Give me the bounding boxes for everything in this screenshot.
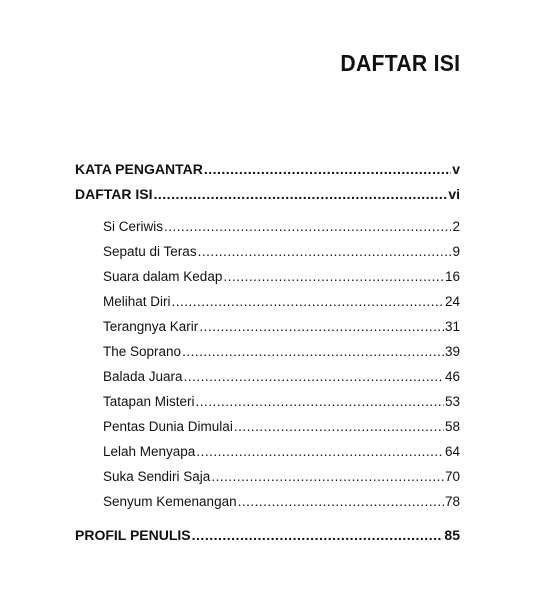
dot-leader [198,239,452,264]
toc-entry-page: 85 [444,527,460,543]
dot-leader [182,339,444,364]
toc-entry-lelah-menyapa [75,439,460,464]
toc-entry-label: Si Ceriwis [103,219,164,234]
toc-entry-page: 2 [452,219,460,234]
toc-entry-label: Balada Juara [103,369,183,384]
toc-entry-suara-dalam-kedap [75,264,460,289]
toc-entry-suka-sendiri-saja [75,464,460,489]
toc-entry-page: 64 [444,444,460,459]
toc-entry-page: 58 [444,419,460,434]
toc-entry-label: Melihat Diri [103,294,171,309]
toc-entry-label: KATA PENGANTAR [75,161,203,177]
toc-entry-page: 16 [444,269,460,284]
toc-entry-label: PROFIL PENULIS [75,527,191,543]
toc-entry-kata-pengantar [75,157,460,182]
dot-leader [199,314,444,339]
dot-leader [196,439,444,464]
toc-entry-label: Terangnya Karir [103,319,199,334]
dot-leader [234,414,444,439]
toc-entry-the-soprano [75,339,460,364]
toc-entry-label: Pentas Dunia Dimulai [103,419,233,434]
toc-entry-page: 70 [444,469,460,484]
toc-entry-senyum-kemenangan [75,489,460,514]
toc-entry-tatapan-misteri [75,389,460,414]
toc-entry-balada-juara [75,364,460,389]
dot-leader [223,264,444,289]
toc-entry-pentas-dunia-dimulai [75,414,460,439]
toc-entry-page: 24 [444,294,460,309]
toc-entry-page: 39 [444,344,460,359]
toc-entry-label: The Soprano [103,344,182,359]
dot-leader [196,389,444,414]
dot-leader [154,182,448,207]
toc-entry-melihat-diri [75,289,460,314]
page-title: DAFTAR ISI [340,50,460,76]
dot-leader [211,464,444,489]
toc-entry-sepatu-di-teras [75,239,460,264]
toc-entry-label: Suara dalam Kedap [103,269,223,284]
table-of-contents [75,157,460,548]
toc-entry-si-ceriwis [75,214,460,239]
toc-entry-page: 46 [444,369,460,384]
dot-leader [184,364,444,389]
toc-entry-page: 31 [444,319,460,334]
toc-entry-page: v [452,161,460,177]
toc-entry-page: vi [448,186,460,202]
dot-leader [192,523,444,548]
toc-entry-label: Suka Sendiri Saja [103,469,211,484]
toc-entry-page: 9 [452,244,460,259]
toc-entry-label: Lelah Menyapa [103,444,196,459]
dot-leader [204,157,451,182]
dot-leader [164,214,451,239]
dot-leader [238,489,444,514]
toc-entry-label: DAFTAR ISI [75,186,153,202]
toc-entry-profil-penulis [75,523,460,548]
toc-entry-page: 53 [444,394,460,409]
toc-entry-label: Senyum Kemenangan [103,494,237,509]
toc-entry-label: Tatapan Misteri [103,394,195,409]
toc-entry-label: Sepatu di Teras [103,244,197,259]
dot-leader [172,289,444,314]
toc-entry-page: 78 [444,494,460,509]
toc-entry-daftar-isi [75,182,460,207]
toc-entry-terangnya-karir [75,314,460,339]
